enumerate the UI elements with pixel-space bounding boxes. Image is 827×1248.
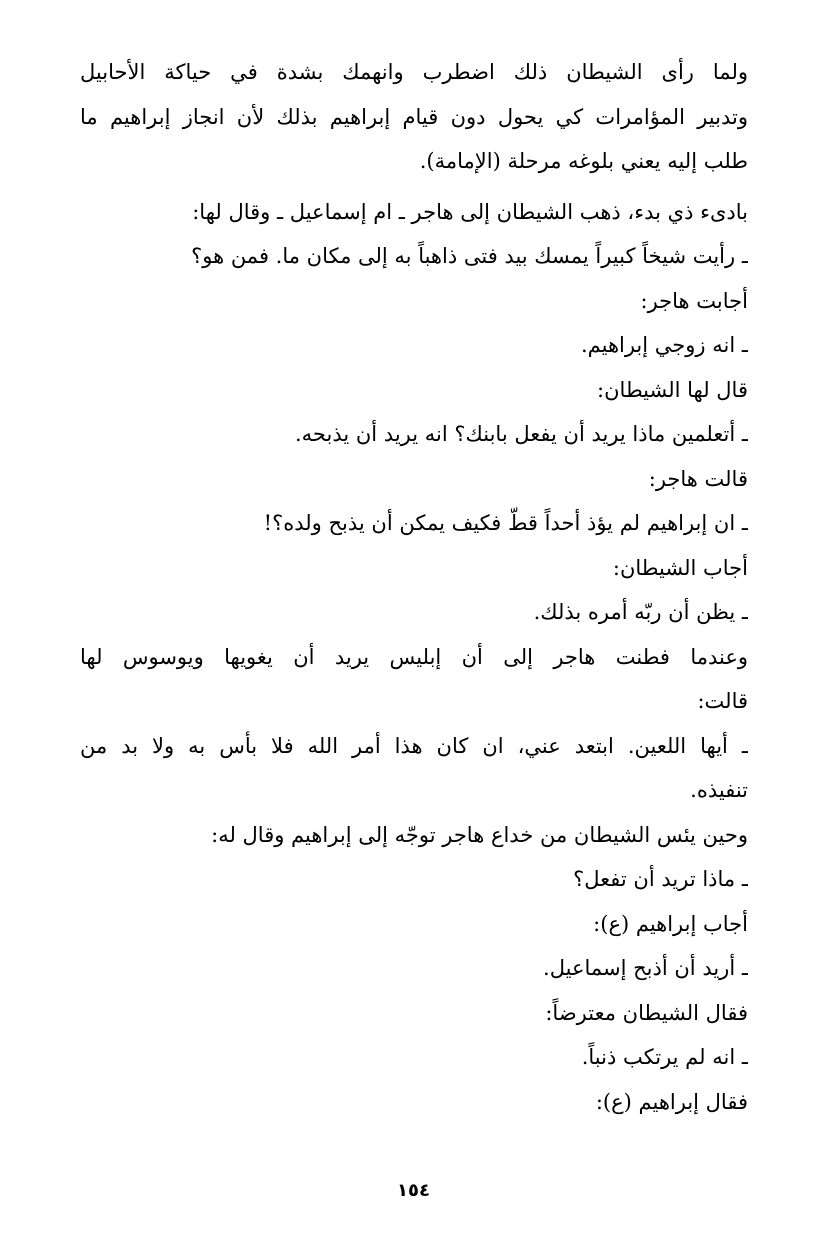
paragraph-1-line-1: ولما رأى الشيطان ذلك اضطرب وانهمك بشدة في حياكة الأحابيل (80, 60, 748, 84)
dialogue-line: قال لها الشيطان: (597, 377, 748, 402)
paragraph-2-line-2: قالت: (697, 689, 748, 713)
dialogue-line: فقال الشيطان معترضاً: (545, 1000, 748, 1025)
dialogue-line: بادىء ذي بدء، ذهب الشيطان إلى هاجر ـ ام إسماعيل ـ وقال لها: (192, 199, 748, 224)
dialogue-line: ـ أريد أن أذبح إسماعيل. (543, 956, 748, 980)
dialogue-line: ـ انه زوجي إبراهيم. (580, 333, 748, 357)
dialogue-line: أجاب إبراهيم (ع): (593, 911, 748, 936)
dialogue-line: ـ يظن أن ربّه أمره بذلك. (533, 600, 748, 624)
dialogue-line: ـ انه لم يرتكب ذنباً. (581, 1045, 748, 1069)
dialogue-line: ـ رأيت شيخاً كبيراً يمسك بيد فتى ذاهباً به إلى مكان ما. فمن هو؟ (191, 244, 748, 268)
page-number: ١٥٤ (397, 1180, 430, 1201)
dialogue-line: فقال إبراهيم (ع): (595, 1089, 748, 1114)
dialogue-line: قالت هاجر: (648, 466, 748, 491)
paragraph-3-line-2: تنفيذه. (690, 778, 748, 802)
dialogue-line: أجابت هاجر: (640, 288, 748, 313)
dialogue-line: ـ ان إبراهيم لم يؤذ أحداً قطّ فكيف يمكن أن يذبح ولده؟! (263, 511, 748, 535)
paragraph-3-line-1: ـ أيها اللعين. ابتعد عني، ان كان هذا أمر الله فلا بأس به ولا بد من (80, 733, 748, 758)
paragraph-1-line-2: وتدبير المؤامرات كي يحول دون قيام إبراهيم بذلك لأن انجاز إبراهيم ما (80, 104, 748, 129)
page-body-text (80, 50, 748, 1124)
dialogue-line: أجاب الشيطان: (612, 555, 748, 580)
dialogue-line: وحين يئس الشيطان من خداع هاجر توجّه إلى إبراهيم وقال له: (211, 822, 748, 847)
dialogue-line: ـ أتعلمين ماذا يريد أن يفعل بابنك؟ انه يريد أن يذبحه. (295, 422, 748, 446)
paragraph-1-line-3: طلب إليه يعني بلوغه مرحلة (الإمامة). (419, 149, 748, 173)
paragraph-2-line-1: وعندما فطنت هاجر إلى أن إبليس يريد أن يغويها ويوسوس لها (80, 644, 748, 669)
dialogue-line: ـ ماذا تريد أن تفعل؟ (573, 867, 748, 891)
